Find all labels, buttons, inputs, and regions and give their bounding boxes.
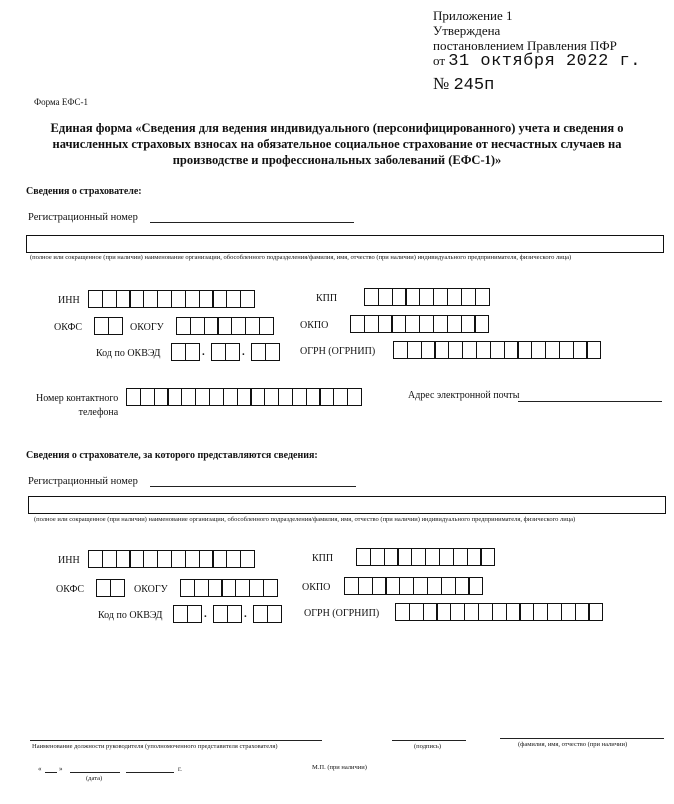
digit-cell[interactable] [350,315,365,333]
digit-cell[interactable] [433,315,448,333]
digit-cell[interactable] [358,577,373,595]
digit-cell[interactable] [199,290,214,308]
digit-cell[interactable] [333,388,348,406]
digit-cell[interactable] [264,388,279,406]
digit-cell[interactable] [384,548,399,566]
digit-cell[interactable] [461,315,476,333]
insurer-inn-label: ИНН [58,295,80,306]
digit-cell[interactable] [231,317,246,335]
insured-inn-label: ИНН [58,555,80,566]
digit-cell[interactable] [545,341,560,359]
digit-cell[interactable] [171,290,186,308]
digit-cell[interactable] [185,550,200,568]
phone-label-line2: телефона [78,407,119,418]
insurer-heading: Сведения о страхователе: [26,186,142,197]
digit-cell[interactable] [190,317,205,335]
digit-cell[interactable] [476,341,491,359]
okved-separator: . [242,346,245,358]
insurer-email-label: Адрес электронной почты [408,390,520,401]
insurer-okved-cells-2[interactable] [211,343,240,361]
insurer-kpp-label: КПП [316,293,338,304]
form-code: Форма ЕФС-1 [34,97,88,107]
digit-cell[interactable] [399,577,414,595]
digit-cell[interactable] [372,577,387,595]
digit-cell[interactable] [209,388,224,406]
digit-cell[interactable] [157,290,172,308]
approval-block [433,8,617,53]
digit-cell[interactable] [413,577,428,595]
digit-cell[interactable] [409,603,424,621]
digit-cell[interactable] [405,315,420,333]
signature-line[interactable] [392,740,466,741]
insurer-okpo-label: ОКПО [300,320,329,331]
digit-cell[interactable] [116,550,131,568]
digit-cell[interactable] [245,317,260,335]
digit-cell[interactable] [94,317,109,335]
digit-cell[interactable] [249,579,264,597]
position-caption: Наименование должности руководителя (уполномоченного представителя страхователя) [32,743,278,750]
insured-kpp-label: КПП [312,553,334,564]
digit-cell[interactable] [434,341,449,359]
approval-appendix: Приложение 1 [433,8,513,23]
digit-cell[interactable] [278,388,293,406]
digit-cell[interactable] [378,288,393,306]
fio-line[interactable] [500,738,664,739]
digit-cell[interactable] [212,290,227,308]
approval-number-value: 245п [453,76,495,95]
digit-cell[interactable] [467,548,482,566]
digit-cell[interactable] [235,579,250,597]
date-year-field[interactable] [126,772,174,773]
insured-reg-label: Регистрационный номер [28,476,138,487]
insured-okpo-label: ОКПО [302,582,331,593]
digit-cell[interactable] [319,388,334,406]
insurer-email-field[interactable] [518,401,662,402]
insurer-ogrn-label: ОГРН (ОГРНИП) [300,346,376,357]
insurer-ogrn-cells[interactable] [393,341,601,359]
digit-cell[interactable] [448,341,463,359]
digit-cell[interactable] [185,343,200,361]
digit-cell[interactable] [88,290,103,308]
insurer-phone-cells[interactable] [126,388,362,406]
digit-cell[interactable] [480,548,495,566]
insured-okved-cells-1[interactable] [173,605,202,623]
date-caption: (дата) [86,775,103,782]
insured-okved-cells-2[interactable] [213,605,242,623]
date-open-quote: « [38,765,42,773]
digit-cell[interactable] [504,341,519,359]
digit-cell[interactable] [251,343,266,361]
insurer-kpp-cells[interactable] [364,288,490,306]
insurer-okogu-label: ОКОГУ [130,322,164,333]
digit-cell[interactable] [474,315,489,333]
stamp-label: М.П. (при наличии) [312,764,367,771]
digit-cell[interactable] [226,290,241,308]
digit-cell[interactable] [419,315,434,333]
digit-cell[interactable] [88,550,103,568]
digit-cell[interactable] [96,579,111,597]
digit-cell[interactable] [533,603,548,621]
okved-separator: . [204,608,207,620]
approval-number-prefix: № [433,74,450,93]
digit-cell[interactable] [423,603,438,621]
digit-cell[interactable] [240,550,255,568]
digit-cell[interactable] [385,577,400,595]
approval-date-value: 31 октября 2022 г. [448,52,641,71]
insured-heading: Сведения о страхователе, за которого представляются сведения: [26,450,318,461]
digit-cell[interactable] [143,290,158,308]
digit-cell[interactable] [392,288,407,306]
digit-cell[interactable] [126,388,141,406]
digit-cell[interactable] [421,341,436,359]
digit-cell[interactable] [102,550,117,568]
digit-cell[interactable] [393,341,408,359]
digit-cell[interactable] [253,605,268,623]
digit-cell[interactable] [450,603,465,621]
date-close-quote: » [59,765,63,773]
digit-cell[interactable] [561,603,576,621]
digit-cell[interactable] [407,341,422,359]
digit-cell[interactable] [171,550,186,568]
digit-cell[interactable] [213,605,228,623]
digit-cell[interactable] [356,548,371,566]
digit-cell[interactable] [517,341,532,359]
digit-cell[interactable] [187,605,202,623]
insurer-reg-number-field[interactable] [150,222,354,223]
digit-cell[interactable] [436,603,451,621]
digit-cell[interactable] [223,388,238,406]
insured-name-caption: (полное или сокращенное (при наличии) наименование организации, обособленного подразделения/фамилия, имя, отчество (при наличии) индивидуального предпринимателя, физического лица) [34,516,576,523]
digit-cell[interactable] [110,579,125,597]
approval-date-prefix: от [433,53,446,68]
insurer-phone-label [36,392,118,420]
approval-approved: Утверждена [433,23,501,38]
digit-cell[interactable] [221,579,236,597]
okved-separator: . [244,608,247,620]
insured-reg-number-field[interactable] [150,486,356,487]
insured-okpo-cells[interactable] [344,577,483,595]
digit-cell[interactable] [157,550,172,568]
digit-cell[interactable] [292,388,307,406]
digit-cell[interactable] [265,343,280,361]
document-title: Единая форма «Сведения для ведения индивидуального (персонифицированного) учета и сведения о начисленных страховых взносах на обязательное социальное страхование от несчастных случаев на производстве и профессиональных заболеваний (ЕФС-1)» [50,121,624,167]
phone-label-line1: Номер контактного [36,393,119,404]
insurer-okpo-cells[interactable] [350,315,489,333]
digit-cell[interactable] [439,548,454,566]
digit-cell[interactable] [391,315,406,333]
insurer-okfs-cells[interactable] [94,317,123,335]
digit-cell[interactable] [395,603,410,621]
digit-cell[interactable] [181,388,196,406]
insured-inn-cells[interactable] [88,550,255,568]
digit-cell[interactable] [208,579,223,597]
date-month-field[interactable] [70,772,120,773]
digit-cell[interactable] [129,290,144,308]
digit-cell[interactable] [455,577,470,595]
digit-cell[interactable] [478,603,493,621]
approval-number [433,74,494,95]
digit-cell[interactable] [397,548,412,566]
insured-okogu-label: ОКОГУ [134,584,168,595]
digit-cell[interactable] [464,603,479,621]
digit-cell[interactable] [490,341,505,359]
digit-cell[interactable] [259,317,274,335]
digit-cell[interactable] [475,288,490,306]
insurer-okfs-label: ОКФС [54,322,83,333]
digit-cell[interactable] [461,288,476,306]
insurer-inn-cells[interactable] [88,290,255,308]
digit-cell[interactable] [575,603,590,621]
digit-cell[interactable] [378,315,393,333]
digit-cell[interactable] [173,605,188,623]
digit-cell[interactable] [195,388,210,406]
digit-cell[interactable] [227,605,242,623]
digit-cell[interactable] [586,341,601,359]
insured-kpp-cells[interactable] [356,548,495,566]
insured-ogrn-label: ОГРН (ОГРНИП) [304,608,380,619]
position-line[interactable] [30,740,322,741]
insured-okfs-cells[interactable] [96,579,125,597]
digit-cell[interactable] [425,548,440,566]
insured-okogu-cells[interactable] [180,579,278,597]
digit-cell[interactable] [108,317,123,335]
digit-cell[interactable] [419,288,434,306]
digit-cell[interactable] [462,341,477,359]
digit-cell[interactable] [547,603,562,621]
digit-cell[interactable] [154,388,169,406]
digit-cell[interactable] [531,341,546,359]
digit-cell[interactable] [204,317,219,335]
digit-cell[interactable] [199,550,214,568]
digit-cell[interactable] [194,579,209,597]
digit-cell[interactable] [411,548,426,566]
digit-cell[interactable] [143,550,158,568]
digit-cell[interactable] [506,603,521,621]
insurer-okogu-cells[interactable] [176,317,274,335]
insured-name-field[interactable] [28,496,666,514]
okved-separator: . [202,346,205,358]
date-year-suffix: г. [178,765,182,773]
insurer-okved-label: Код по ОКВЭД [96,348,161,359]
approval-date [433,52,641,71]
insurer-reg-label: Регистрационный номер [28,212,138,223]
digit-cell[interactable] [167,388,182,406]
digit-cell[interactable] [447,288,462,306]
digit-cell[interactable] [492,603,507,621]
digit-cell[interactable] [171,343,186,361]
digit-cell[interactable] [364,288,379,306]
date-day-field[interactable] [45,772,57,773]
insurer-okved-cells-1[interactable] [171,343,200,361]
digit-cell[interactable] [176,317,191,335]
digit-cell[interactable] [405,288,420,306]
digit-cell[interactable] [433,288,448,306]
signature-caption: (подпись) [414,743,441,750]
digit-cell[interactable] [306,388,321,406]
insured-ogrn-cells[interactable] [395,603,603,621]
digit-cell[interactable] [453,548,468,566]
digit-cell[interactable] [370,548,385,566]
digit-cell[interactable] [237,388,252,406]
insurer-name-field[interactable] [26,235,664,253]
digit-cell[interactable] [140,388,155,406]
digit-cell[interactable] [519,603,534,621]
digit-cell[interactable] [267,605,282,623]
approval-by: постановлением Правления ПФР [433,38,617,53]
insurer-name-caption: (полное или сокращенное (при наличии) наименование организации, обособленного подразделения/фамилия, имя, отчество (при наличии) индивидуального предпринимателя, физического лица) [30,254,572,261]
digit-cell[interactable] [116,290,131,308]
digit-cell[interactable] [468,577,483,595]
digit-cell[interactable] [225,343,240,361]
digit-cell[interactable] [588,603,603,621]
fio-caption: (фамилия, имя, отчество (при наличии) [518,741,628,748]
digit-cell[interactable] [559,341,574,359]
digit-cell[interactable] [185,290,200,308]
digit-cell[interactable] [240,290,255,308]
digit-cell[interactable] [250,388,265,406]
digit-cell[interactable] [129,550,144,568]
digit-cell[interactable] [441,577,456,595]
insured-okved-cells-3[interactable] [253,605,282,623]
insurer-okved-cells-3[interactable] [251,343,280,361]
digit-cell[interactable] [364,315,379,333]
digit-cell[interactable] [226,550,241,568]
digit-cell[interactable] [102,290,117,308]
digit-cell[interactable] [211,343,226,361]
digit-cell[interactable] [217,317,232,335]
digit-cell[interactable] [427,577,442,595]
digit-cell[interactable] [347,388,362,406]
digit-cell[interactable] [447,315,462,333]
digit-cell[interactable] [263,579,278,597]
digit-cell[interactable] [212,550,227,568]
insured-okfs-label: ОКФС [56,584,85,595]
digit-cell[interactable] [344,577,359,595]
digit-cell[interactable] [180,579,195,597]
insured-okved-label: Код по ОКВЭД [98,610,163,621]
digit-cell[interactable] [573,341,588,359]
